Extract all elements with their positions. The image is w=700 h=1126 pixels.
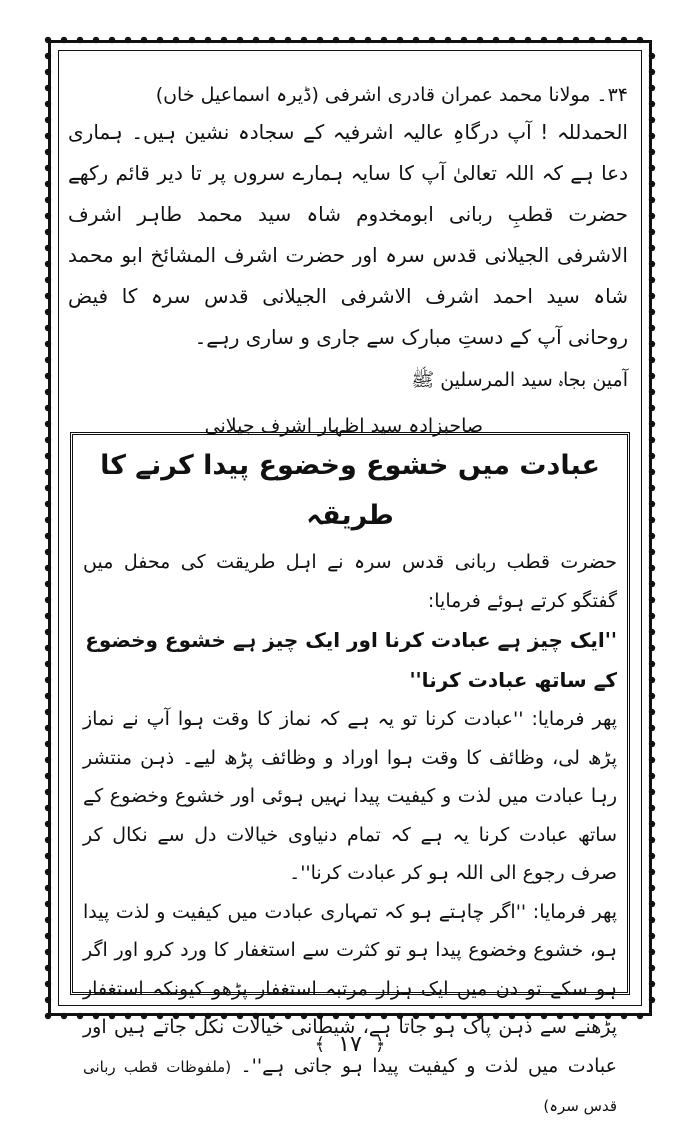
article-source: (ملفوظات قطب ربانی قدس سرہ) [83, 1057, 617, 1115]
article-quote-text: ''ایک چیز ہے عبادت کرنا اور ایک چیز ہے خشوع وخضوع کے ساتھ عبادت کرنا'' [85, 628, 617, 692]
ornament-right: ﴾ [314, 1034, 326, 1055]
article-quote [83, 620, 617, 700]
page-content [68, 78, 628, 446]
article-paragraph-1: پھر فرمایا: ''عبادت کرنا تو یہ ہے کہ نماز کا وقت ہوا آپ نے نماز پڑھ لی، وظائف کا وقت ہوا اوراد و وظائف پڑھ لیے۔ ذہن منتشر رہا عبادت میں لذت و کیفیت پیدا نہیں ہوئی اور خشوع وخضوع کے ساتھ عبادت کرنا یہ ہے کہ تمام دنیاوی خیالات دل سے نکال کر صرف رجوع الی اللہ ہو کر عبادت کرنا''۔ [83, 708, 617, 884]
page-number-footer [0, 1030, 700, 1060]
entry-signature: صاحبزادہ سید اظہار اشرف جیلانی [204, 415, 483, 437]
article-intro: حضرت قطب ربانی قدس سرہ نے اہل طریقت کی محفل میں گفتگو کرتے ہوئے فرمایا: [83, 551, 617, 612]
page-number: ۱۷ [338, 1032, 362, 1057]
ornament-left: ﴿ [374, 1034, 386, 1055]
entry-dua: آمین بجاہ سید المرسلین ﷺ [411, 369, 628, 391]
article-paragraph-2-text: پھر فرمایا: ''اگر چاہتے ہو کہ تمہاری عبادت میں کیفیت و لذت پیدا ہو، خشوع وخضوع پیدا ہو تو کثرت سے استغفار کا ورد کرو اور اگر ہو سکے تو دن میں ایک ہزار مرتبہ استغفار پڑھو کیونکہ استغفار پڑھنے سے ذہن پاک ہو جاتا ہے، شیطانی خیالات نکل جاتے ہیں اور عبادت میں لذت و کیفیت پیدا ہو جاتی ہے''۔ [83, 900, 617, 1077]
entry-paragraph: الحمدللہ ! آپ درگاہِ عالیہ اشرفیہ کے سجادہ نشین ہیں۔ ہماری دعا ہے کہ اللہ تعالیٰ آپ کا سایہ ہمارے سروں پر تا دیر قائم رکھے حضرت قطبِ ربانی ابومخدوم شاہ سید محمد طاہر اشرف الاشرفی الجیلانی قدس سرہ اور حضرت اشرف المشائخ ابو محمد شاہ سید احمد اشرف الاشرفی الجیلانی قدس سرہ کا فیض روحانی آپ کے دستِ مبارک سے جاری و ساری رہے۔ [68, 120, 628, 349]
article-paragraph-2 [83, 893, 617, 1126]
article-title: عبادت میں خشوع وخضوع پیدا کرنے کا طریقہ [100, 450, 600, 531]
entry-heading: ۳۴۔ مولانا محمد عمران قادری اشرفی (ڈیرہ اسماعیل خاں) [155, 84, 628, 106]
